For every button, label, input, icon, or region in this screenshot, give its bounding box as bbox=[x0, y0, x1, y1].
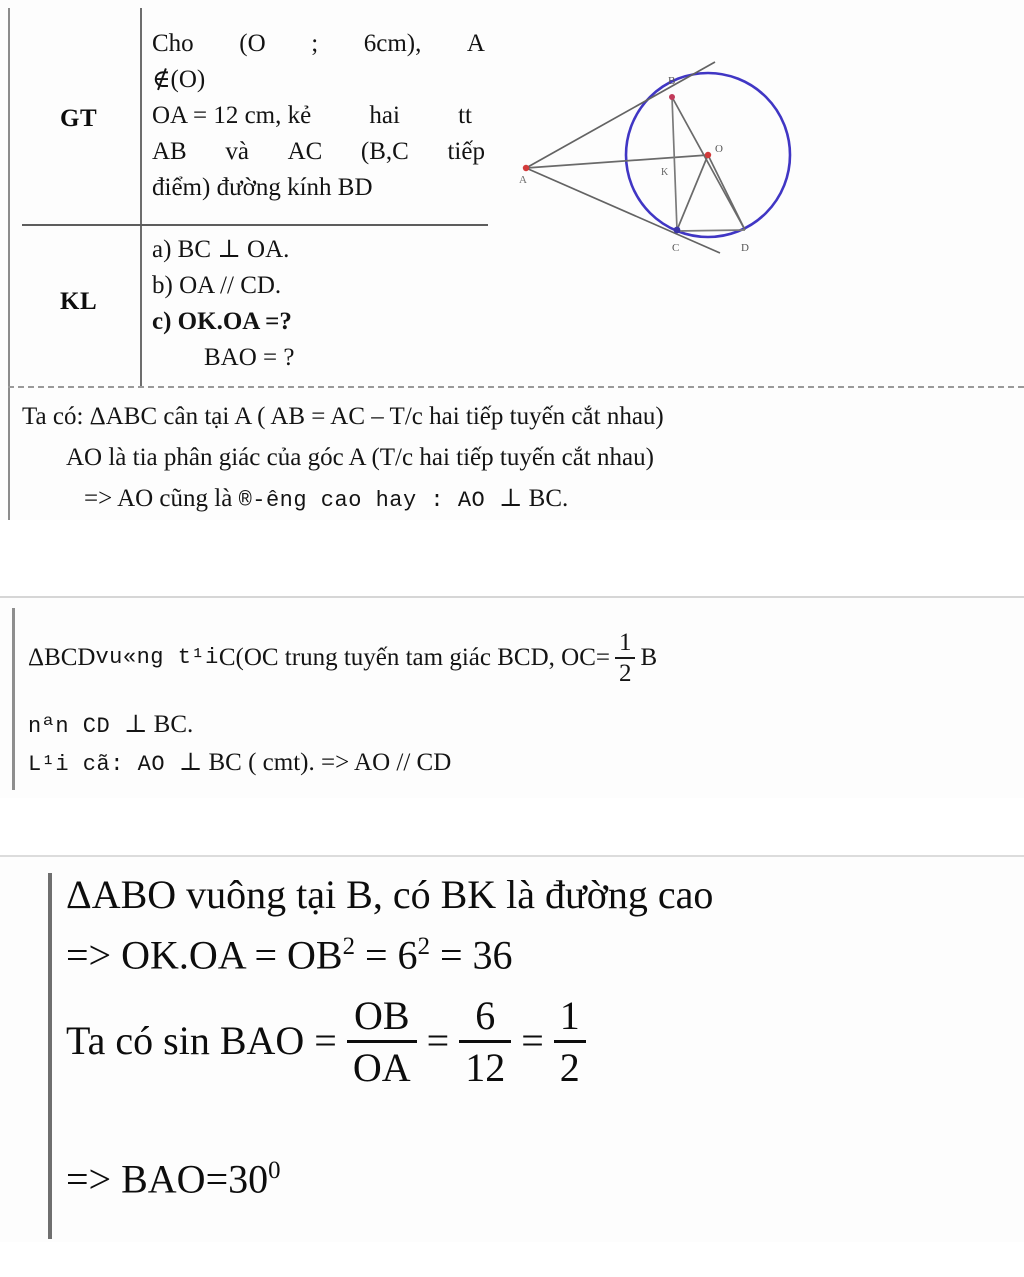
kl-cell bbox=[152, 232, 492, 376]
block2-left-rule bbox=[12, 608, 15, 790]
proof3-line3-lead: Ta có sin BAO = bbox=[66, 1018, 337, 1064]
table-vertical-divider bbox=[140, 8, 142, 386]
proof1-line3-serif-tail: ⊥ BC. bbox=[498, 485, 569, 512]
proof1-line3-mono: ®-êng cao hay : AO bbox=[238, 488, 499, 513]
proof3-line2-b: = 6 bbox=[355, 932, 418, 978]
proof-block-3 bbox=[0, 855, 1024, 1257]
point-O-label: O bbox=[715, 143, 723, 155]
gt-line3-part3: tt bbox=[458, 102, 472, 129]
gt-line1-part5: A bbox=[466, 30, 485, 57]
gt-cell bbox=[152, 26, 492, 206]
proof3-f1-denominator: OA bbox=[347, 1040, 417, 1089]
point-K-label: K bbox=[661, 167, 669, 178]
point-D-label: D bbox=[741, 242, 749, 254]
proof3-f3-denominator: 2 bbox=[554, 1040, 586, 1089]
proof2-line-1 bbox=[28, 610, 1024, 706]
proof2-line-3 bbox=[28, 746, 1024, 782]
segment-OD bbox=[708, 155, 745, 230]
proof3-line4-sup: 0 bbox=[268, 1157, 281, 1185]
proof3-fraction-1-2 bbox=[554, 994, 586, 1089]
proof3-line2-a: => OK.OA = OB bbox=[66, 932, 343, 978]
proof2-line1-mono: vu«ng t¹i bbox=[95, 645, 219, 670]
proof3-line3-equals-1: = bbox=[426, 1018, 450, 1064]
proof3-body bbox=[66, 869, 1016, 1206]
point-A-dot bbox=[523, 165, 529, 171]
gt-line1-part3: ; bbox=[311, 30, 319, 57]
segment-CO bbox=[677, 155, 708, 230]
geometry-figure bbox=[505, 40, 805, 270]
segment-CD bbox=[677, 230, 745, 231]
point-O-dot bbox=[705, 152, 711, 158]
kl-line-d: BAO = ? bbox=[204, 344, 295, 371]
tangent-line-AB-extended bbox=[526, 62, 715, 168]
proof1-line-1: Ta có: ΔABC cân tại A ( AB = AC – T/c hai tiếp tuyến cắt nhau) bbox=[22, 403, 664, 430]
gt-line3-part1: OA = 12 cm, kẻ bbox=[152, 102, 312, 129]
proof3-line2-sup1: 2 bbox=[342, 933, 355, 960]
point-A-label: A bbox=[519, 174, 527, 186]
gt-line1-part1: Cho bbox=[152, 30, 194, 57]
tangent-line-AC-extended bbox=[526, 168, 720, 253]
proof2-line2-serif: ⊥ BC. bbox=[123, 711, 194, 738]
gt-line1-part2: (O bbox=[239, 30, 266, 57]
proof3-f2-denominator: 12 bbox=[459, 1040, 511, 1089]
gt-line-4 bbox=[152, 134, 485, 170]
gt-line3-part2: hai bbox=[369, 102, 400, 129]
block3-left-rule bbox=[48, 873, 52, 1239]
proof3-line2-sup2: 2 bbox=[417, 933, 430, 960]
proof3-f1-numerator: OB bbox=[353, 992, 410, 1038]
gt-line-2: ∉(O) bbox=[152, 66, 206, 93]
proof1-line-3 bbox=[22, 478, 1002, 521]
kl-row-label: KL bbox=[60, 288, 98, 315]
proof3-line2-c: = 36 bbox=[429, 932, 513, 978]
point-B-dot bbox=[669, 94, 675, 100]
dashed-separator bbox=[8, 386, 1024, 388]
gt-line4-part1: AB bbox=[152, 138, 187, 165]
proof2-line1-body: C(OC trung tuyến tam giác BCD, OC= bbox=[218, 644, 610, 671]
proof3-line-4 bbox=[66, 1145, 1016, 1205]
proof2-frac-numerator: 1 bbox=[618, 629, 632, 656]
proof3-f2-numerator: 6 bbox=[475, 992, 496, 1038]
proof1-line3-serif-head: => AO cũng là bbox=[84, 485, 239, 512]
gt-line4-part2: và bbox=[225, 138, 249, 165]
point-C-dot bbox=[674, 227, 681, 234]
proof3-line-1: ΔABO vuông tại B, có BK là đường cao bbox=[66, 872, 714, 917]
proof2-line1-tail: B bbox=[640, 644, 658, 671]
proof3-f3-numerator: 1 bbox=[559, 992, 580, 1038]
block-left-rule bbox=[8, 8, 10, 520]
table-horizontal-divider bbox=[22, 224, 488, 226]
point-C-label: C bbox=[672, 242, 680, 254]
gt-line4-part4: (B,C bbox=[360, 138, 409, 165]
proof2-line3-serif: ⊥ BC ( cmt). => AO // CD bbox=[178, 749, 452, 776]
gt-line4-part5: tiếp bbox=[447, 138, 485, 165]
proof3-line-2 bbox=[66, 921, 1016, 981]
segment-AO bbox=[526, 155, 708, 168]
proof3-fraction-6-12 bbox=[459, 994, 511, 1089]
proof3-line3-equals-2: = bbox=[521, 1018, 544, 1064]
proof2-line3-mono: L¹i cã: AO bbox=[28, 752, 179, 777]
gt-line-5: điểm) đường kính BD bbox=[152, 174, 373, 201]
proof3-line4-a: => BAO=30 bbox=[66, 1156, 269, 1202]
proof2-body bbox=[28, 610, 1024, 782]
proof2-line2-mono: nªn CD bbox=[28, 714, 124, 739]
gt-line4-part3: AC bbox=[287, 138, 323, 165]
gt-row-label: GT bbox=[60, 105, 98, 132]
gt-line-3 bbox=[152, 98, 472, 134]
proof3-line-3 bbox=[66, 981, 1016, 1101]
proof2-line-2 bbox=[28, 708, 1024, 744]
proof3-fraction-ob-oa bbox=[347, 994, 417, 1089]
proof2-line1-head: ΔBCD bbox=[28, 644, 96, 671]
proof1-line-2: AO là tia phân giác của góc A (T/c hai tiếp tuyến cắt nhau) bbox=[66, 444, 654, 471]
bottom-white-band bbox=[0, 1242, 1024, 1277]
kl-line-b: b) OA // CD. bbox=[152, 272, 282, 299]
gt-kl-block bbox=[0, 0, 1024, 520]
geometry-svg bbox=[505, 40, 805, 270]
kl-line-c: c) OK.OA =? bbox=[152, 308, 292, 335]
gt-kl-table bbox=[22, 8, 490, 386]
segment-BC bbox=[672, 97, 677, 230]
proof2-frac-denominator: 2 bbox=[615, 657, 636, 686]
gt-line1-part4: 6cm), bbox=[363, 30, 422, 57]
proof2-fraction-half bbox=[615, 630, 636, 686]
kl-line-a: a) BC ⊥ OA. bbox=[152, 236, 290, 263]
segment-BD-diameter bbox=[672, 97, 745, 230]
point-B-label: B bbox=[668, 75, 676, 87]
gt-line-1 bbox=[152, 26, 485, 62]
proof-block-2 bbox=[0, 596, 1024, 798]
proof-block-1 bbox=[22, 396, 1002, 521]
